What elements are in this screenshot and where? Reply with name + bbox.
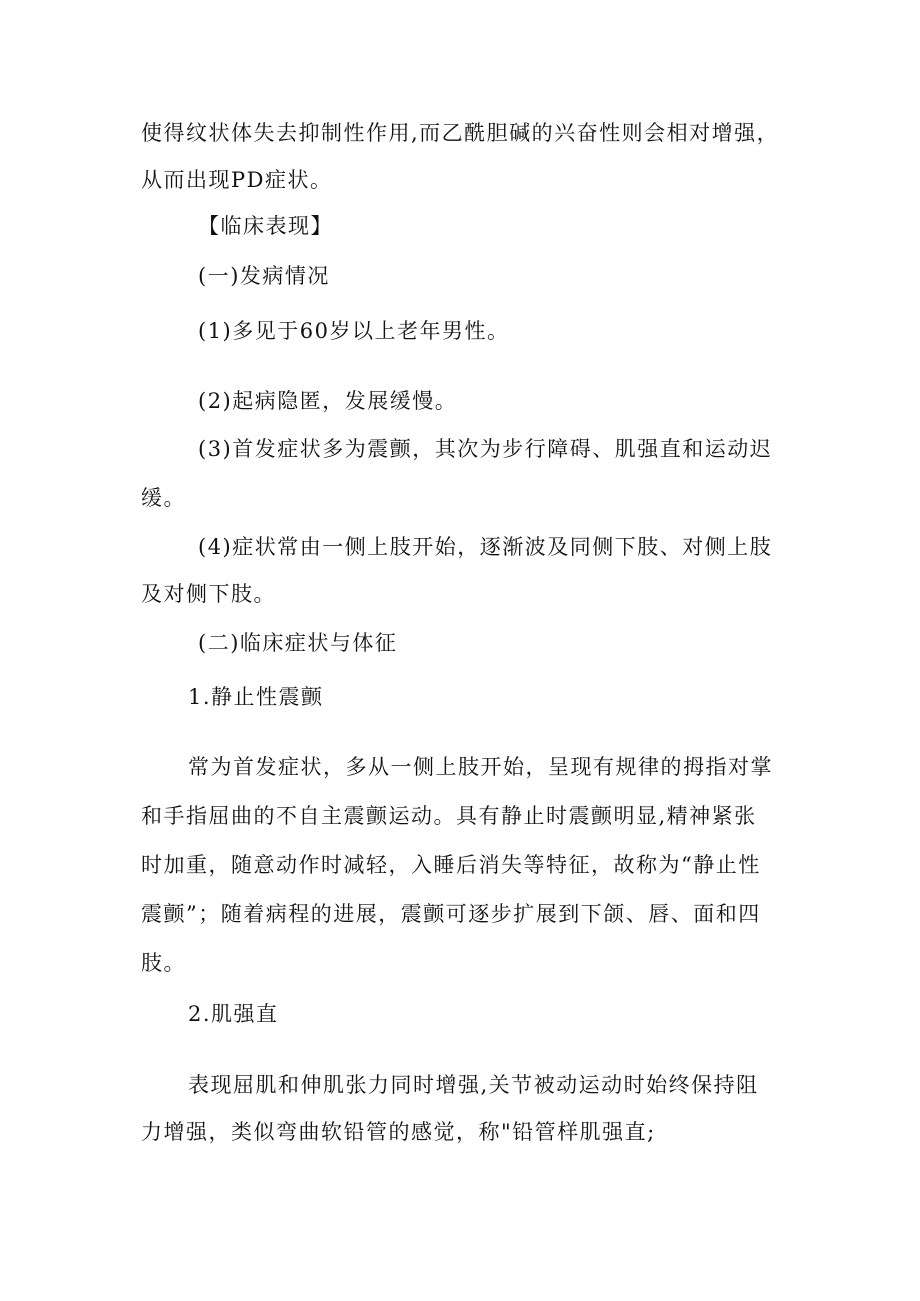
list-item: (1)多见于60岁以上老年男性。 [198, 319, 510, 343]
list-item: (3)首发症状多为震颤，其次为步行障碍、肌强直和运动迟 [198, 437, 773, 461]
body-text-line: 时加重，随意动作时减轻，入睡后消失等特征，故称为“静止性 [141, 853, 761, 877]
list-item: (4)症状常由一侧上肢开始，逐渐波及同侧下肢、对侧上肢 [198, 535, 773, 559]
list-item: (2)起病隐匿，发展缓慢。 [198, 389, 458, 413]
item-heading: 2.肌强直 [188, 1002, 279, 1026]
body-text-line: 从而出现PD症状。 [141, 168, 333, 192]
body-text-line: 和手指屈曲的不自主震颤运动。具有静止时震颤明显,精神紧张 [141, 804, 757, 828]
body-text-line: 表现屈肌和伸肌张力同时增强,关节被动运动时始终保持阻 [188, 1073, 759, 1097]
body-text-line: 力增强，类似弯曲软铅管的感觉，称"铅管样肌强直; [141, 1120, 656, 1144]
list-item-continuation: 缓。 [141, 486, 186, 510]
body-text-line: 使得纹状体失去抑制性作用,而乙酰胆碱的兴奋性则会相对增强， [141, 121, 780, 145]
subsection-heading: (一)发病情况 [198, 264, 330, 288]
item-heading: 1.静止性震颤 [188, 685, 324, 709]
body-text-line: 肢。 [141, 951, 186, 975]
body-text-line: 震颤”；随着病程的进展，震颤可逐步扩展到下颌、唇、面和四 [141, 902, 761, 926]
section-heading: 【临床表现】 [198, 214, 333, 238]
list-item-continuation: 及对侧下肢。 [141, 582, 276, 606]
body-text-line: 常为首发症状，多从一侧上肢开始，呈现有规律的拇指对掌 [188, 755, 773, 779]
subsection-heading: (二)临床症状与体征 [198, 631, 398, 655]
